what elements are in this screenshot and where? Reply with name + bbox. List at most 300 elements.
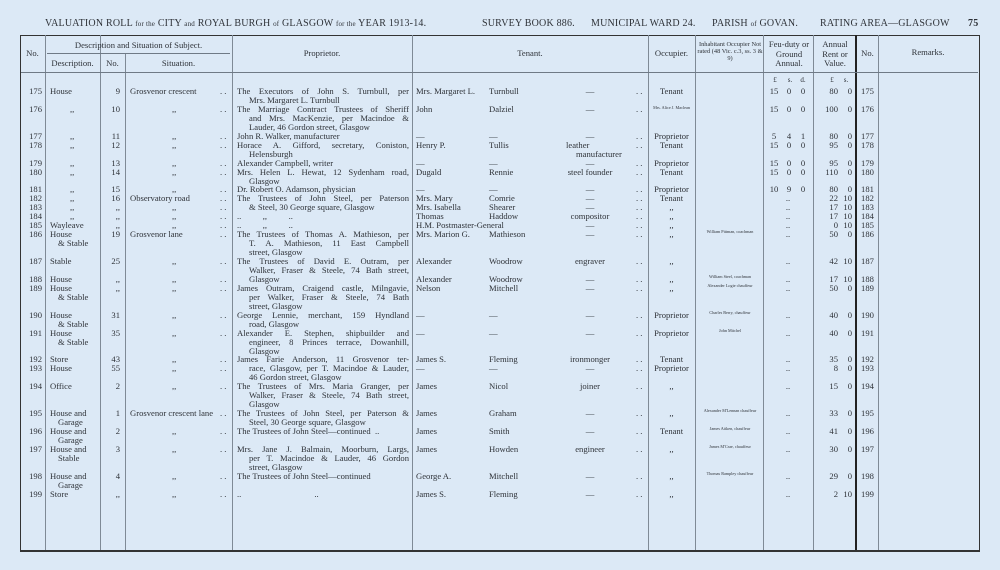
proprietor-line: Mrs. Jane J. Balmain, Moorburn, Largs, [237,444,409,454]
tenant-surname: Fleming [489,354,518,364]
situation: ,, [172,158,177,168]
proprietor-line: The Trustees of John Steel, per Paterson & [237,408,409,418]
entry-number-right: 180 [861,167,874,177]
tenant-first-name: Alexander [416,274,452,284]
street-number: 31 [111,310,120,320]
feu-shillings: 0 [786,104,792,114]
leader-dots: . . [220,363,227,373]
rent-shillings: 0 [847,471,852,481]
occupier: Proprietor [654,158,689,168]
tenant-first-name: James S. [416,489,447,499]
description-line: House [50,274,72,284]
entry-number: 175 [29,86,42,96]
proprietor-line: James Outram, Craigend castle, Milngavie, [237,283,409,293]
occupier: ,, [669,408,674,418]
tenant-surname: Howden [489,444,519,454]
tenant-surname: Tullis [489,140,509,150]
entry-number-right: 181 [861,184,874,194]
occupier: ,, [669,220,674,230]
col-remarks: Remarks. [911,47,945,57]
tenant-occupation: — [585,193,595,203]
entry-number: 187 [29,256,42,266]
tenant-first-name: Dugald [416,167,442,177]
inhabitant-occupier: Charles Berry, chauffeur [709,310,751,315]
leader-dots: . . [220,426,227,436]
leader-dots: . . [636,444,643,454]
description [50,490,100,499]
tenant-occupation: steel founder [567,167,613,177]
rent-shillings: 0 [847,131,852,141]
tenant-first-name: Mrs. Marion G. [416,229,470,239]
leader-dots: . . [220,256,227,266]
proprietor-line: T. A. Mathieson, 11 East Campbell [249,237,409,248]
tenant-first-name: Alexander [416,256,452,266]
description [50,382,100,391]
street-number: 12 [111,140,120,150]
entry-number: 182 [29,193,42,203]
description-line: Wayleave [50,220,84,230]
proprietor-line: The Executors of John S. Turnbull, per [237,86,409,96]
entry-number: 198 [29,471,42,481]
rent-pounds: 35 [829,354,838,364]
tenant-occupation: compositor [570,211,610,221]
tenant-surname: Mitchell [489,283,519,293]
description-line: ,, [70,158,75,168]
tenant-first-name: Mrs. Mary [416,193,453,203]
leader-dots: . . [220,220,227,230]
rent-pounds: 40 [829,310,838,320]
description [50,141,100,150]
pound-label: £ [830,76,834,84]
description [50,105,100,114]
tenant-occupation: — [585,184,595,194]
feu-pounds: 15 [769,167,779,177]
description-line: Stable [50,256,72,266]
leader-dots: . . [636,381,643,391]
leader-dots: . . [220,489,227,499]
entry-number: 191 [29,328,42,338]
entry-number-right: 175 [861,86,874,96]
description-line: ,, [70,202,75,212]
leader-dots: . . [220,328,227,338]
occupier: ,, [669,381,674,391]
occupier: ,, [669,202,674,212]
entry-number-right: 199 [861,489,874,499]
street-number: ,, [115,274,120,284]
rent-pounds: 8 [833,363,838,373]
tenant-first-name: Mrs. Isabella [416,202,461,212]
situation: ,, [172,167,177,177]
tenant-first-name: James [416,444,438,454]
entry-number-right: 191 [861,328,874,338]
tenant-surname: Rennie [489,167,514,177]
tenant-occupation: — [585,220,595,230]
rent-shillings: 0 [847,167,852,177]
description-line: Garage [58,416,83,427]
description-line: Office [50,381,72,391]
leader-dots: . . [636,256,643,266]
proprietor-line: The Trustees of Thomas A. Mathieson, per [237,229,409,239]
tenant-surname: — [489,310,498,320]
situation: Grosvenor lane [130,229,183,239]
situation: ,, [172,310,177,320]
occupier: Proprietor [654,131,689,141]
description [50,159,100,168]
occupation-line: leather [566,140,590,150]
rent-shillings: 0 [847,184,852,194]
tenant-first-name: — [416,158,425,168]
proprietor [237,141,409,159]
rent-shillings: 0 [847,354,852,364]
feu-duty-dots: .. [785,220,791,230]
col-feu-duty: Feu-duty or Ground Annual. [768,39,810,68]
feu-duty-dots: .. [785,408,791,418]
rating-area: RATING AREA—GLASGOW [820,18,950,29]
situation: Grosvenor crescent lane [130,408,214,418]
entry-number: 185 [29,220,42,230]
proprietor [237,329,409,356]
street-number: 13 [111,158,120,168]
pence-label: d. [800,76,806,84]
tenant-occupation: — [585,489,595,499]
description [50,364,100,373]
feu-pounds: 15 [769,158,779,168]
leader-dots: . . [636,193,643,203]
rent-pounds: 22 [829,193,838,203]
situation: ,, [172,283,177,293]
feu-duty-dots: .. [785,381,791,391]
rent-shillings: 10 [843,274,852,284]
feu-duty-dots: .. [785,274,791,284]
proprietor-line: street, Glasgow [249,300,303,311]
proprietor [237,284,409,311]
rent-pounds: 50 [829,283,838,293]
entry-number: 199 [29,489,42,499]
description-line: ,, [70,131,75,141]
proprietor-line: George Lennie, merchant, 159 Hyndland [237,310,409,320]
occupier: ,, [669,211,674,221]
description-line: House [50,328,72,338]
street-number: ,, [115,211,120,221]
rent-shillings: 0 [847,426,852,436]
street-number: 9 [115,86,120,96]
situation: Grosvenor crescent [130,86,197,96]
rent-pounds: 50 [829,229,838,239]
col-desc-group: Description and Situation of Subject. [74,40,203,50]
occupier: ,, [669,274,674,284]
col-description: Description. [51,58,94,68]
tenant-first-name: John [416,104,433,114]
entry-number-right: 198 [861,471,874,481]
description [50,329,100,347]
pound-label: £ [773,76,777,84]
leader-dots: . . [220,184,227,194]
feu-pounds: 15 [769,104,779,114]
street-number: 11 [111,131,120,141]
tenant-surname: Shearer [489,202,516,212]
proprietor [237,355,409,382]
leader-dots: . . [220,140,227,150]
occupier: ,, [669,471,674,481]
description [50,472,100,490]
rent-pounds: 17 [829,211,838,221]
description [50,445,100,463]
proprietor [237,87,409,105]
occupier: ,, [669,444,674,454]
inhabitant-occupier: James M'Crae, chauffeur [709,444,751,449]
occupier: Proprietor [654,184,689,194]
proprietor [237,409,409,427]
tenant-first-name: H.M. Postmaster-General [416,220,504,230]
rent-pounds: 42 [829,256,838,266]
rent-shillings: 10 [843,256,852,266]
situation: ,, [172,140,177,150]
municipal-ward: MUNICIPAL WARD 24. [591,18,696,29]
proprietor-line: Walker, Fraser & Steele, 74 Bath street, [249,264,409,275]
feu-duty-dots: .. [785,256,791,266]
proprietor-line: Alexander E. Stephen, shipbuilder and [237,328,409,338]
entry-number-right: 178 [861,140,874,150]
leader-dots: . . [220,104,227,114]
feu-shillings: 0 [786,167,792,177]
rent-shillings: 10 [843,202,852,212]
entry-number-right: 186 [861,229,874,239]
entry-number-right: 189 [861,283,874,293]
situation: ,, [172,354,177,364]
col-tenant: Tenant. [517,48,543,58]
leader-dots: . . [220,167,227,177]
tenant-first-name: Henry P. [416,140,446,150]
rent-pounds: 80 [829,86,838,96]
leader-dots: . . [636,471,643,481]
leader-dots: . . [636,328,643,338]
description-line: ,, [70,140,75,150]
entry-number: 193 [29,363,42,373]
proprietor-line: Glasgow [249,345,280,356]
rent-pounds: 2 [833,489,838,499]
entry-number: 189 [29,283,42,293]
proprietor-line: Glasgow [249,175,280,186]
leader-dots: . . [636,220,643,230]
feu-pence: 0 [800,86,806,96]
entry-number-right: 177 [861,131,874,141]
feu-pence: 0 [800,167,806,177]
entry-number-right: 176 [861,104,874,114]
inhabitant-occupier: William Steel, coachman [708,274,752,279]
proprietor-line: James Farie Anderson, 11 Grosvenor ter- [237,354,409,364]
tenant-occupation: — [585,86,595,96]
entry-number: 192 [29,354,42,364]
proprietor [237,230,409,257]
entry-number: 194 [29,381,42,391]
tenant-first-name: — [416,328,425,338]
leader-dots: . . [636,310,643,320]
proprietor-line: The Marriage Contract Trustees of Sheriff [237,104,409,114]
inhabitant-occupier: James Aitken, chauffeur [709,426,751,431]
proprietor-line: The Trustees of John Steel—continued .. [237,426,380,436]
proprietor [237,311,409,329]
proprietor [237,194,409,212]
street-number: ,, [115,489,120,499]
tenant-surname: Woodrow [489,274,523,284]
tenant-surname: Turnbull [489,86,519,96]
proprietor-line: The Trustees of Mrs. Maria Granger, per [237,381,409,391]
tenant-surname: Mathieson [489,229,526,239]
street-number: 25 [111,256,120,266]
entry-number: 188 [29,274,42,284]
col-no-right: No. [861,48,874,58]
rent-pounds: 95 [829,140,838,150]
rent-shillings: 10 [843,489,852,499]
col-proprietor: Proprietor. [303,48,341,58]
tenant-surname: Haddow [489,211,519,221]
situation: ,, [172,426,177,436]
tenant-occupation: engineer [575,444,605,454]
situation: ,, [172,471,177,481]
feu-pounds: 15 [769,86,779,96]
entry-number-right: 183 [861,202,874,212]
leader-dots: . . [636,140,643,150]
rent-pounds: 80 [829,184,838,194]
proprietor-line: race, Glasgow, per T. Macindoe & Lauder, [249,362,409,373]
col-annual-rent: Annual Rent or Value. [822,39,848,68]
occupier: Proprietor [654,363,689,373]
leader-dots: . . [636,363,643,373]
entry-number: 180 [29,167,42,177]
leader-dots: . . [220,274,227,284]
rent-shillings: 0 [847,104,852,114]
proprietor-line: and Mrs. MacKenzie, per Macindoe & [249,112,409,123]
feu-pence: 0 [800,140,806,150]
rent-pounds: 29 [829,471,838,481]
survey-book: SURVEY BOOK 886. [482,18,575,29]
tenant-first-name: — [416,363,425,373]
entry-number: 183 [29,202,42,212]
leader-dots: . . [220,283,227,293]
feu-pounds: 10 [769,184,779,194]
description-line: Store [50,354,69,364]
tenant-occupation: ironmonger [569,354,611,364]
rent-pounds: 33 [829,408,838,418]
leader-dots: . . [220,354,227,364]
feu-duty-dots: .. [785,489,791,499]
tenant-occupation: — [585,104,595,114]
situation: ,, [172,256,177,266]
leader-dots: . . [220,471,227,481]
entry-number-right: 184 [861,211,874,221]
proprietor-line: The Trustees of John Steel—continued [237,471,371,481]
proprietor [237,257,409,284]
column-rule [232,35,233,550]
entry-number-right: 195 [861,408,874,418]
occupier: ,, [669,229,674,239]
column-rule [695,35,696,550]
proprietor-line: .. .. [237,489,319,499]
tenant-occupation: joiner [579,381,601,391]
feu-duty-dots: .. [785,426,791,436]
leader-dots: . . [220,229,227,239]
entry-number-right: 190 [861,310,874,320]
tenant-occupation [566,141,622,159]
street-number: 55 [111,363,120,373]
situation: ,, [172,381,177,391]
entry-number-right: 193 [861,363,874,373]
rent-shillings: 0 [847,444,852,454]
feu-pence: 0 [800,184,806,194]
tenant-occupation: — [585,283,595,293]
feu-duty-dots: .. [785,328,791,338]
feu-pounds: 5 [771,131,777,141]
situation: ,, [172,363,177,373]
entry-number: 176 [29,104,42,114]
rent-shillings: 0 [847,158,852,168]
proprietor-line: street, Glasgow [249,461,303,472]
leader-dots: . . [636,86,643,96]
entry-number-right: 182 [861,193,874,203]
situation: ,, [172,211,177,221]
description-line: House and [50,471,87,481]
rent-pounds: 100 [825,104,838,114]
leader-dots: . . [220,86,227,96]
proprietor-line: The Trustees of John Steel, per Paterson [237,193,409,203]
situation: ,, [172,131,177,141]
rent-pounds: 17 [829,274,838,284]
description-line: & Stable [58,237,89,248]
entry-number: 195 [29,408,42,418]
street-number: 4 [115,471,120,481]
leader-dots: . . [636,211,643,221]
tenant-first-name: — [416,131,425,141]
proprietor-line: Dr. Robert O. Adamson, physician [237,184,356,194]
entry-number: 186 [29,229,42,239]
proprietor-line: Glasgow [249,273,280,284]
street-number: 3 [115,444,120,454]
proprietor-line: street, Glasgow [249,246,303,257]
feu-duty-dots: .. [785,229,791,239]
shillings-label: s. [843,76,849,84]
inhabitant-occupier: Alexander M'Lennan chauffeur [703,408,757,413]
occupier: Tenant [659,86,684,96]
feu-pence: 0 [800,104,806,114]
leader-dots: . . [220,211,227,221]
inhabitant-occupier: John Mitchel [719,328,741,333]
description-line: Garage [58,434,83,445]
proprietor-line: road, Glasgow [249,318,300,329]
roll-title: VALUATION ROLL for the CITY and ROYAL BURGH of GLASGOW for the YEAR 1913-14. [45,18,427,29]
proprietor-line: engineer, 8 Princes terrace, Dowanhill, [249,336,409,347]
proprietor-line: 46 Gordon street, Glasgow [249,371,342,382]
description [50,185,100,194]
occupier: Tenant [659,193,684,203]
description-line: House [50,283,72,293]
situation: ,, [172,104,177,114]
tenant-surname: Dalziel [489,104,514,114]
description [50,87,100,96]
col-no: No. [26,48,39,58]
rent-pounds: 17 [829,202,838,212]
entry-number-right: 188 [861,274,874,284]
tenant-occupation: — [585,363,595,373]
rent-shillings: 0 [847,310,852,320]
tenant-occupation: — [585,471,595,481]
tenant-occupation: — [585,408,595,418]
rent-shillings: 10 [843,211,852,221]
tenant-first-name: Mrs. Margaret L. [416,86,476,96]
occupier: ,, [669,256,674,266]
rent-shillings: 0 [847,140,852,150]
rent-shillings: 0 [847,283,852,293]
entry-number-right: 187 [861,256,874,266]
